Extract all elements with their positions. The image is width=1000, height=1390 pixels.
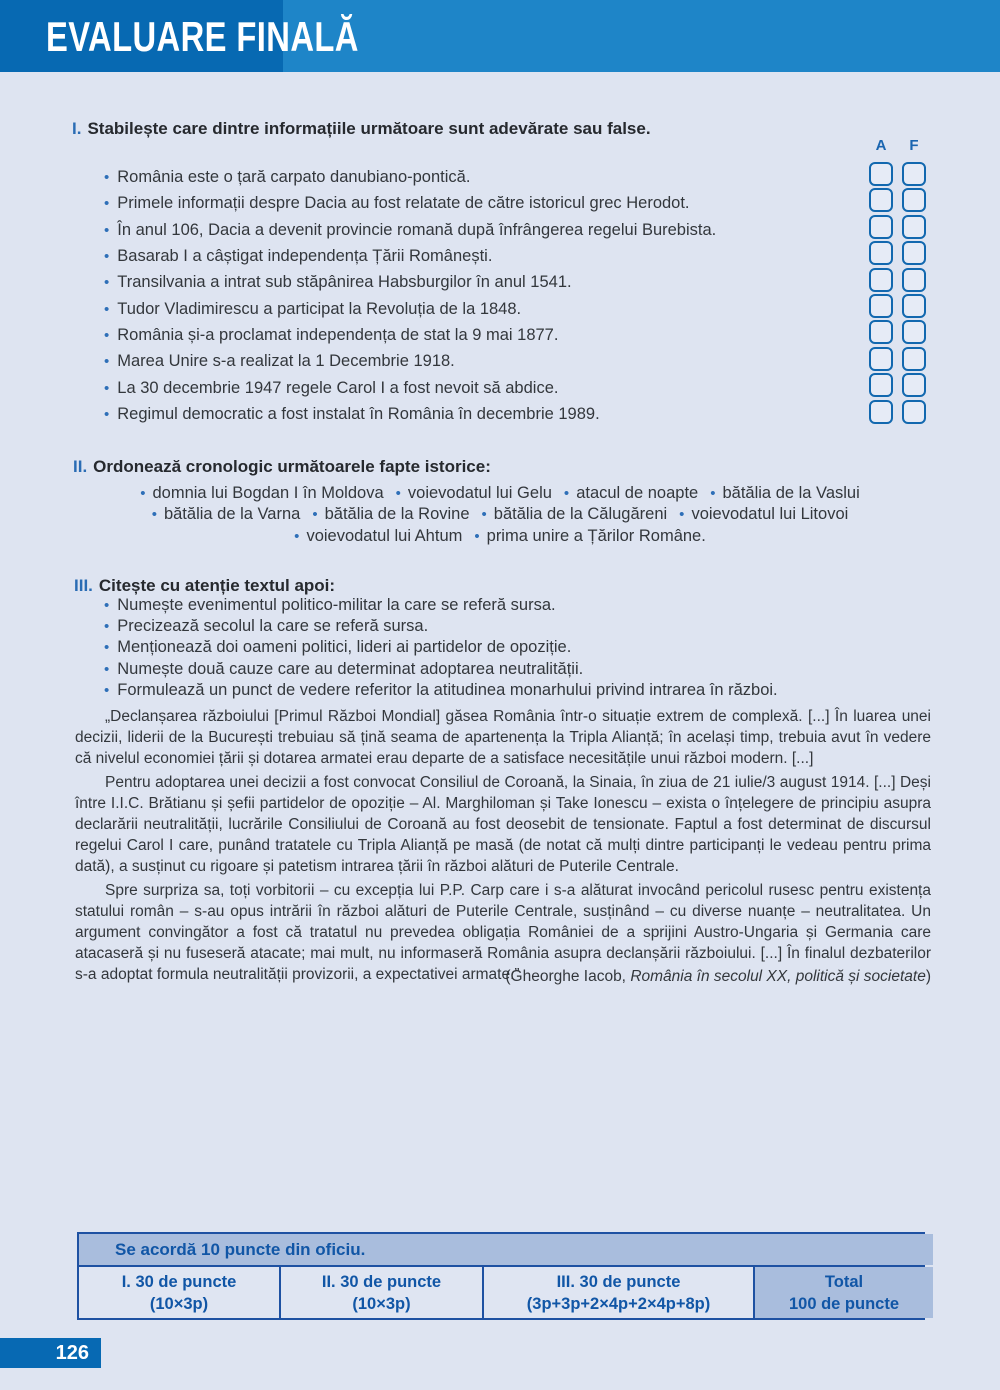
checkbox-true[interactable] — [869, 320, 893, 344]
checkbox-true[interactable] — [869, 162, 893, 186]
checkbox-false[interactable] — [902, 347, 926, 371]
score-cell-1-points: I. 30 de puncte — [121, 1272, 237, 1291]
page-header-banner — [0, 0, 1000, 72]
checkbox-true[interactable] — [869, 294, 893, 318]
statement: • Primele informații despre Dacia au fost relatate de către istoricul grec Herodot. — [104, 190, 716, 216]
task: • Precizează secolul la care se referă sursa. — [104, 616, 778, 637]
chronology-item: • bătălia de la Rovine — [312, 505, 469, 523]
chronology-item: • bătălia de la Vaslui — [710, 484, 860, 502]
statement: • Regimul democratic a fost instalat în România în decembrie 1989. — [104, 401, 716, 427]
checkbox-false[interactable] — [902, 268, 926, 292]
score-cell-1-formula: (10×3p) — [149, 1294, 209, 1313]
statement: • Tudor Vladimirescu a participat la Revoluția de la 1848. — [104, 296, 716, 322]
chronology-item: • atacul de noapte — [564, 484, 698, 502]
answer-row — [869, 347, 926, 373]
chronology-line — [72, 483, 928, 504]
answer-row — [869, 294, 926, 320]
score-cell-total — [755, 1267, 933, 1318]
task: • Numește evenimentul politico-militar la care se referă sursa. — [104, 595, 778, 616]
chronology-item: • domnia lui Bogdan I în Moldova — [140, 484, 383, 502]
source-task-list — [104, 595, 778, 701]
statement: • România este o țară carpato danubiano-pontică. — [104, 164, 716, 190]
chronology-item-lines — [72, 483, 928, 547]
attribution-prefix: (Gheorghe Iacob, — [505, 968, 631, 986]
checkbox-false[interactable] — [902, 294, 926, 318]
answer-row — [869, 241, 926, 267]
answer-row — [869, 373, 926, 399]
score-table-header: Se acordă 10 puncte din oficiu. — [79, 1234, 933, 1265]
score-table — [77, 1232, 925, 1320]
score-cell-2 — [281, 1267, 482, 1318]
section-1-numeral: I. — [72, 119, 82, 138]
score-total-label: Total — [824, 1272, 864, 1291]
checkbox-true[interactable] — [869, 188, 893, 212]
statement: • Basarab I a câștigat independența Țării Românești. — [104, 243, 716, 269]
score-cell-1 — [79, 1267, 279, 1318]
checkbox-true[interactable] — [869, 268, 893, 292]
score-cell-3-formula: (3p+3p+2×4p+2×4p+8p) — [526, 1294, 711, 1313]
checkbox-false[interactable] — [902, 373, 926, 397]
chronology-item: • voievodatul lui Litovoi — [679, 505, 848, 523]
statement: • În anul 106, Dacia a devenit provincie romană după înfrângerea regelui Burebista. — [104, 217, 716, 243]
checkbox-true[interactable] — [869, 347, 893, 371]
statement: • România și-a proclamat independența de stat la 9 mai 1877. — [104, 322, 716, 348]
answer-row — [869, 268, 926, 294]
score-cell-3-points: III. 30 de puncte — [556, 1272, 681, 1291]
score-cell-2-points: II. 30 de puncte — [321, 1272, 442, 1291]
chronology-item: • bătălia de la Varna — [152, 505, 301, 523]
section-1-heading — [72, 119, 651, 139]
checkbox-true[interactable] — [869, 241, 893, 265]
source-quote — [75, 706, 931, 988]
section-3-heading — [74, 576, 335, 596]
chronology-line — [72, 526, 928, 547]
answer-row — [869, 400, 926, 426]
checkbox-true[interactable] — [869, 400, 893, 424]
chronology-item: • bătălia de la Călugăreni — [482, 505, 668, 523]
page-number: 126 — [0, 1338, 101, 1368]
answer-row — [869, 215, 926, 241]
checkbox-false[interactable] — [902, 241, 926, 265]
chronology-item: • prima unire a Țărilor Române. — [474, 527, 705, 545]
answer-row — [869, 162, 926, 188]
task: • Formulează un punct de vedere referitor la atitudinea monarhului privind intrarea în război. — [104, 680, 778, 701]
quote-paragraph: Pentru adoptarea unei decizii a fost convocat Consiliul de Coroană, la Sinaia, în ziua de 21 iulie/3 august 1914. [...] Deși între I.I.C. Brătianu și șefii partidelor de opoziție – Al. Marghiloman și Take Ionescu – exista o înțelegere de principiu asupra declarării neutralității, lucrările Consiliului de Coroană au fost deosebit de tensionate. Faptul a fost determinat de discursul regelui Carol I care, punând tratatele cu Tripla Alianță pe masă (de notat că mulți dintre participanți le vedeau pentru prima dată), a susținut cu rigoare și patetism intrarea țării în război alături de Puterile Centrale. — [75, 773, 931, 876]
section-3-heading-text: Citește cu atenție textul apoi: — [98, 576, 336, 595]
section-2-numeral: II. — [73, 457, 88, 476]
answer-row — [869, 188, 926, 214]
section-1-heading-text: Stabilește care dintre informațiile următoare sunt adevărate sau false. — [87, 119, 651, 138]
quote-paragraph: „Declanșarea războiului [Primul Război Mondial] găsea România într-o situație extrem de complexă. [...] În luarea unei decizii, liderii de la București trebuiau să țină seama de apartenența la Tripla Alianță; în același timp, trebuia avut în vedere că nivelul economiei țării și dotarea armatei erau departe de a satisface necesitățile unui război modern. [...] — [75, 708, 931, 768]
checkbox-false[interactable] — [902, 215, 926, 239]
quote-paragraph: Spre surpriza sa, toți vorbitorii – cu excepția lui P.P. Carp care i s-a alăturat invocând pericolul rusesc pentru existența statului român – s-au opus intrării în război alături de Puterile Centrale, susținând – cu diverse nuanțe – neutralitatea. Un argument convingător a fost că tratatul nu prevedea obligația României de a sprijini Austro-Ungaria și Germania care atacaseră și nu fuseseră atacate; mai mult, nu informaseră România asupra declanșării războiului. [...] În finalul dezbaterilor s-a adoptat formula neutralității provizorii, a expectativei armate.” — [75, 881, 931, 984]
answer-column-labels — [869, 137, 926, 162]
section-2-heading-text: Ordonează cronologic următoarele fapte istorice: — [93, 457, 491, 476]
checkbox-false[interactable] — [902, 320, 926, 344]
attribution-suffix: ) — [925, 968, 931, 986]
task: • Numește două cauze care au determinat adoptarea neutralității. — [104, 659, 778, 680]
statement: • Marea Unire s-a realizat la 1 Decembrie 1918. — [104, 348, 716, 374]
checkbox-true[interactable] — [869, 373, 893, 397]
attribution-book-title: România în secolul XX, politică și societate — [630, 968, 926, 986]
checkbox-false[interactable] — [902, 162, 926, 186]
score-cell-2-formula: (10×3p) — [352, 1294, 411, 1313]
false-column-label: F — [909, 137, 919, 154]
answer-panel — [869, 137, 926, 426]
statement: • Transilvania a intrat sub stăpânirea Habsburgilor în anul 1541. — [104, 269, 716, 295]
checkbox-false[interactable] — [902, 188, 926, 212]
section-3-numeral: III. — [74, 576, 93, 595]
quote-attribution — [75, 966, 931, 987]
score-total-points: 100 de puncte — [788, 1294, 900, 1313]
true-column-label: A — [875, 137, 887, 154]
checkbox-true[interactable] — [869, 215, 893, 239]
page-title: EVALUARE FINALĂ — [46, 13, 359, 60]
score-cell-3 — [484, 1267, 753, 1318]
chronology-item: • voievodatul lui Ahtum — [294, 527, 462, 545]
section-2-heading — [73, 457, 491, 477]
statement: • La 30 decembrie 1947 regele Carol I a fost nevoit să abdice. — [104, 375, 716, 401]
answer-row — [869, 320, 926, 346]
checkbox-false[interactable] — [902, 400, 926, 424]
chronology-item: • voievodatul lui Gelu — [396, 484, 552, 502]
true-false-statement-list — [104, 164, 716, 427]
task: • Menționează doi oameni politici, lideri ai partidelor de opoziție. — [104, 637, 778, 658]
chronology-line — [72, 504, 928, 525]
